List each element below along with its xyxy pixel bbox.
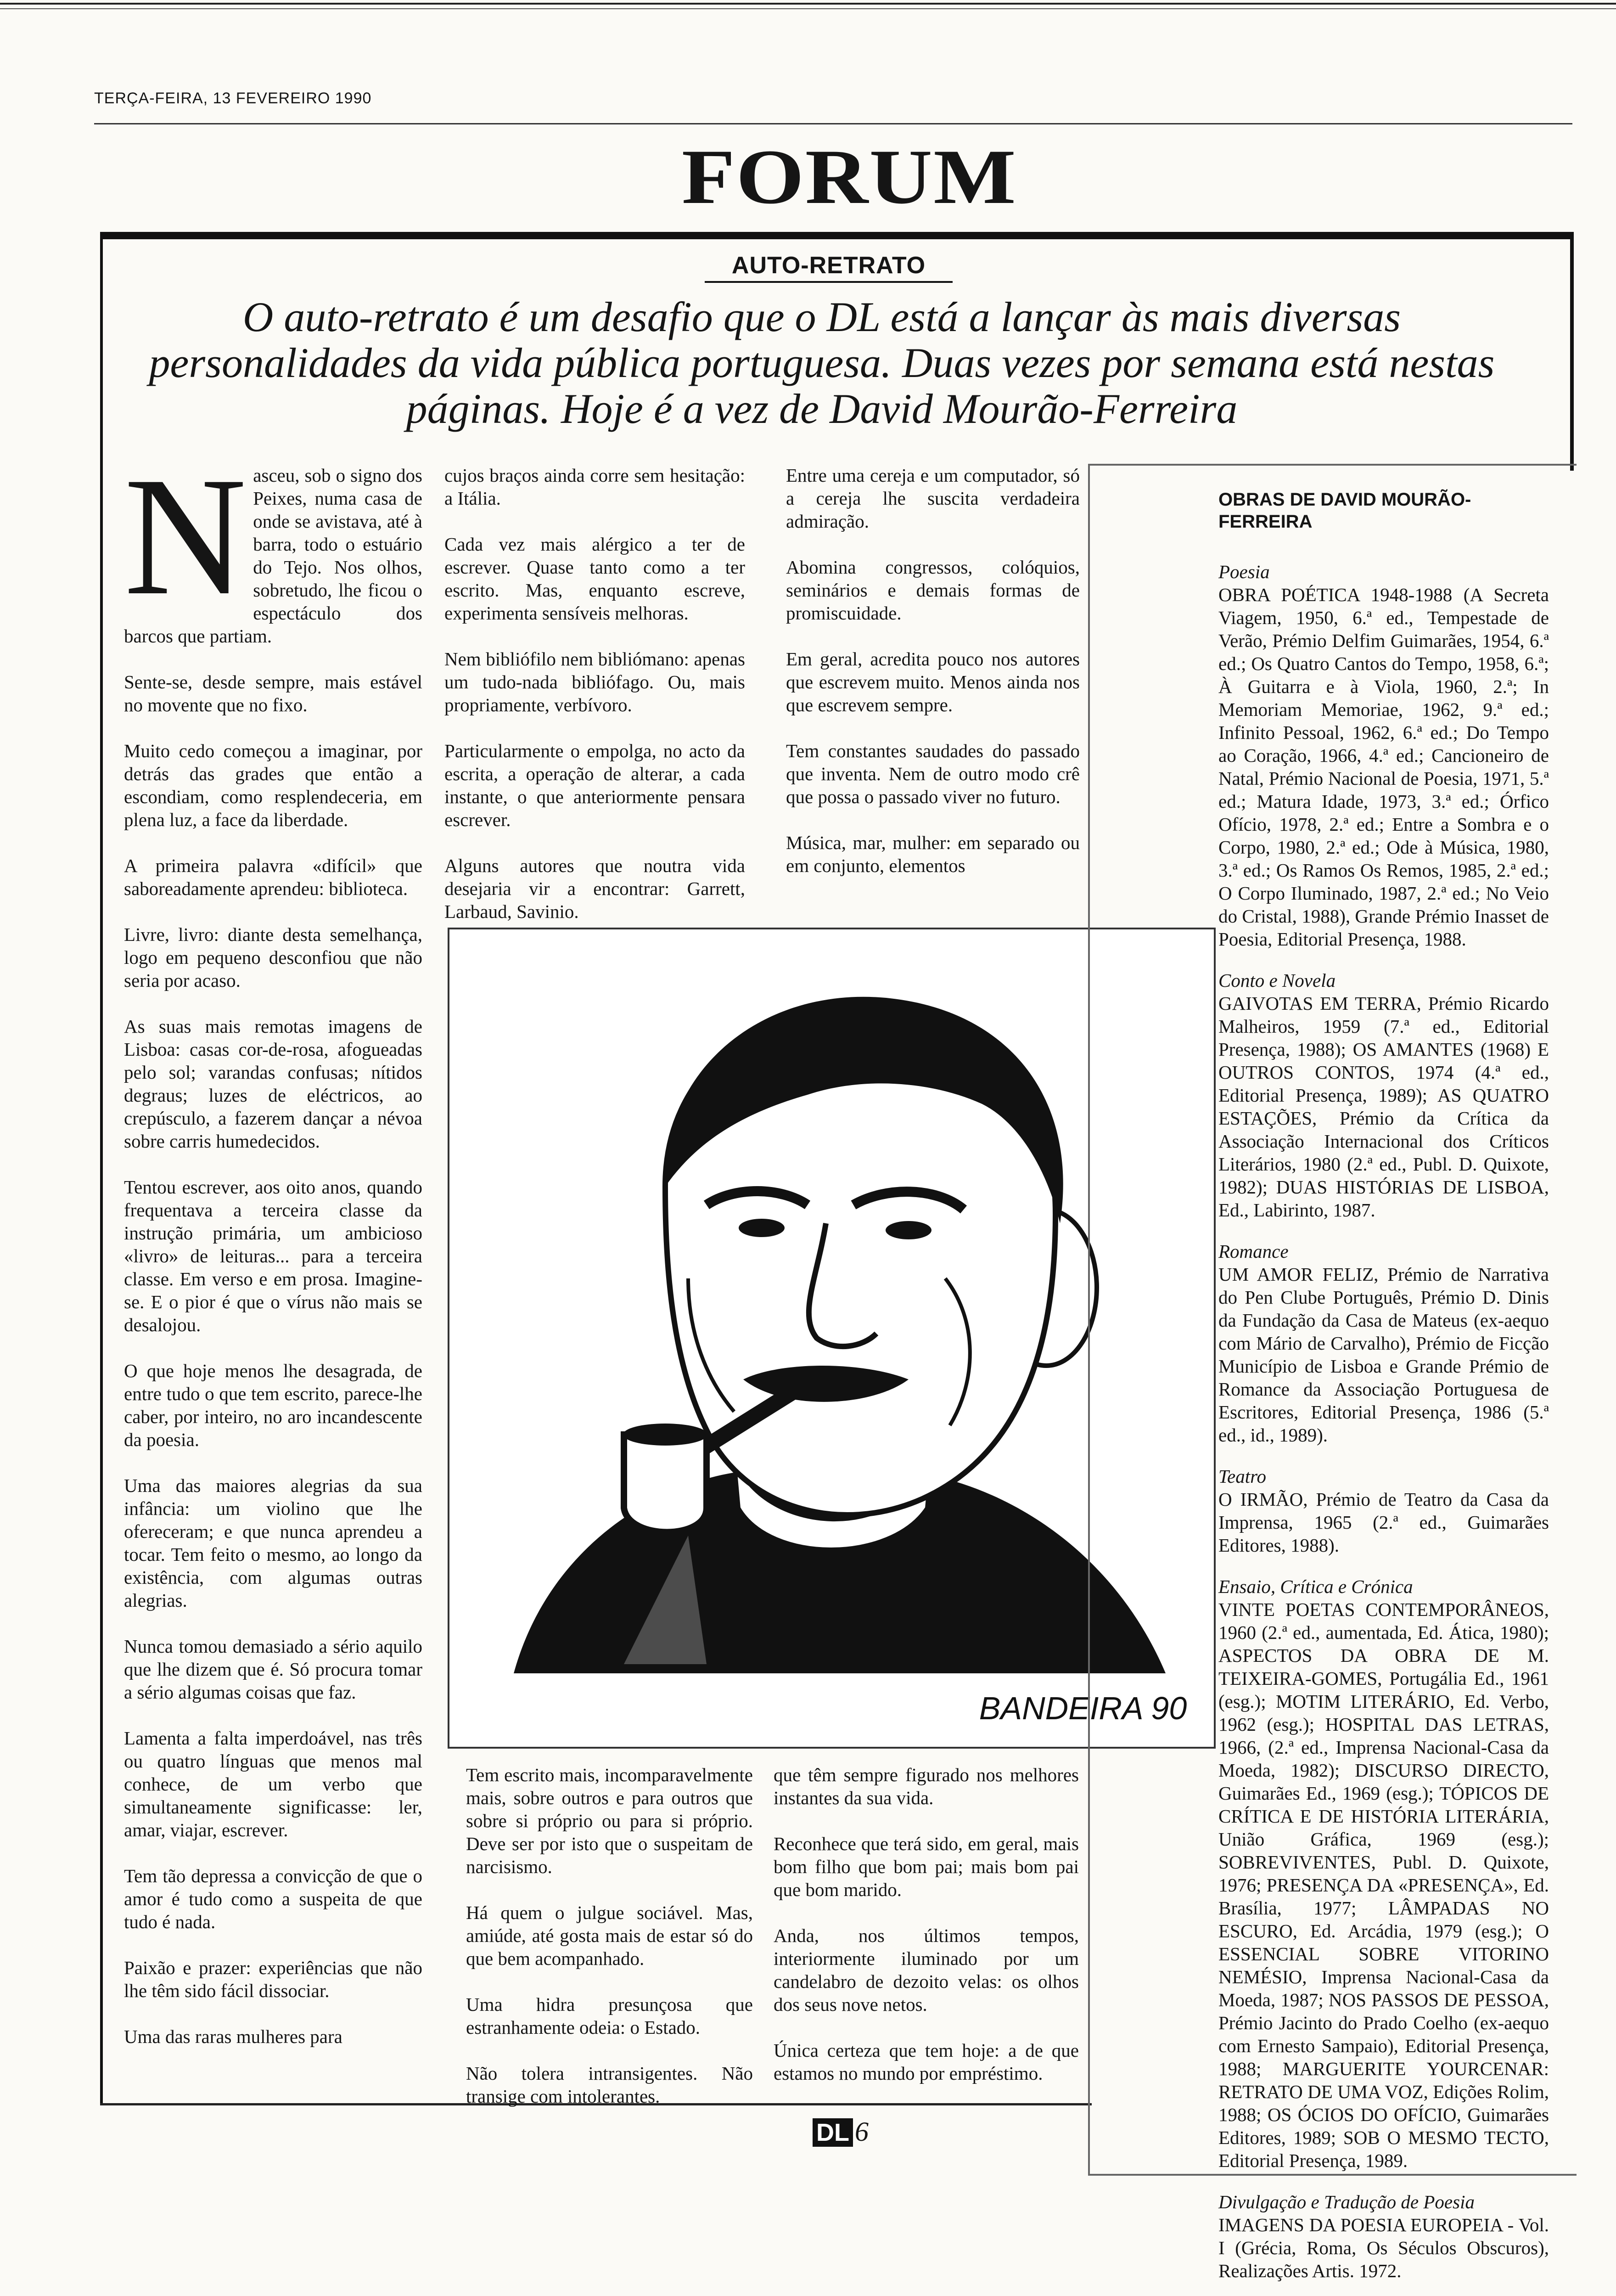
paragraph: Sente-se, desde sempre, mais estável no movente que no fixo. (124, 671, 422, 715)
sidebar-section-ensaio (1218, 1575, 1549, 2172)
paragraph: Particularmente o empolga, no acto da escrita, a operação de alterar, a cada instante, o que anteriormente pensara escrever. (444, 740, 745, 830)
paragraph: Única certeza que tem hoje: a de que estamos no mundo por empréstimo. (774, 2040, 1079, 2084)
sidebar-section-heading: Poesia (1218, 561, 1270, 582)
paragraph: Nem bibliófilo nem bibliómano: apenas um tudo-nada bibliófago. Ou, mais propriamente, verbívoro. (444, 648, 745, 715)
sidebar-section-poesia (1218, 560, 1549, 951)
dateline: TERÇA-FEIRA, 13 FEVEREIRO 1990 (94, 90, 372, 107)
sidebar-section-conto (1218, 969, 1549, 1221)
paragraph: Tem constantes saudades do passado que inventa. Nem de outro modo crê que possa o passado viver no futuro. (786, 740, 1080, 807)
paragraph: Alguns autores que noutra vida desejaria vir a encontrar: Garrett, Larbaud, Savinio. (444, 855, 745, 922)
paragraph: Uma das maiores alegrias da sua infância: um violino que lhe ofereceram; e que nunca aprendeu a tocar. Tem feito o mesmo, ao longo da existência, com algumas outras alegrias. (124, 1475, 422, 1611)
top-border-thin (0, 8, 1616, 9)
sidebar-section-body: UM AMOR FELIZ, Prémio de Narrativa do Pen Clube Português, Prémio D. Dinis da Fundação da Casa de Mateus (ex-aequo com Mário de Carvalho), Prémio de Ficção Município de Lisboa e Grande Prémio de Romance da Associação Portuguesa de Escritores, Editorial Presença, 1986 (5.ª ed., id., 1989). (1218, 1264, 1549, 1446)
sidebar-section-body: IMAGENS DA POESIA EUROPEIA - Vol. I (Grécia, Roma, Os Séculos Obscuros), Realizações Artis. 1972. (1218, 2214, 1549, 2281)
article-standfirst: O auto-retrato é um desafio que o DL está a lançar às mais diversas personalidades da vida pública portuguesa. Duas vezes por semana está nestas páginas. Hoje é a vez de David Mourão-Ferreira (149, 293, 1495, 432)
paragraph: Muito cedo começou a imaginar, por detrás das grades que então a escondiam, como resplendeceria, em plena luz, a face da liberdade. (124, 740, 422, 830)
paragraph: que têm sempre figurado nos melhores instantes da sua vida. (774, 1764, 1079, 1808)
sidebar-section-heading: Divulgação e Tradução de Poesia (1218, 2191, 1475, 2212)
paragraph: cujos braços ainda corre sem hesitação: a Itália. (444, 465, 745, 509)
sidebar-section-heading: Ensaio, Crítica e Crónica (1218, 1576, 1413, 1597)
kicker-underline (705, 281, 953, 283)
box-top-rule (100, 232, 1574, 239)
top-border (0, 3, 1616, 5)
paragraph: As suas mais remotas imagens de Lisboa: casas cor-de-rosa, afogueadas pelo sol; varandas confusas; nítidos degraus; luzes de eléctricos, ao crepúsculo, a fazerem dançar a névoa sobre carris humedecidos. (124, 1016, 422, 1152)
article-kicker: AUTO-RETRATO (731, 252, 926, 279)
paragraph: Lamenta a falta imperdoável, nas três ou quatro línguas que menos mal conhece, de um verbo que simultaneamente significasse: ler, amar, viajar, escrever. (124, 1728, 422, 1840)
drop-cap: N (124, 442, 247, 630)
sidebar-section-romance (1218, 1240, 1549, 1446)
box-right-rule (1570, 232, 1574, 471)
article-column-3 (786, 464, 1080, 900)
section-title: FORUM (681, 134, 1017, 220)
sidebar-title: OBRAS DE DAVID MOURÃO-FERREIRA (1218, 490, 1471, 532)
first-paragraph (124, 442, 422, 647)
dl-logo: DL (813, 2118, 853, 2147)
paragraph: Abomina congressos, colóquios, seminários e demais formas de promiscuidade. (786, 557, 1080, 624)
page-number: 6 (854, 2116, 869, 2147)
sidebar-section-teatro (1218, 1465, 1549, 1557)
article-column-1 (124, 442, 422, 2071)
first-paragraph-text: asceu, sob o signo dos Peixes, numa casa de onde se avistava, até à barra, todo o estuário do Tejo. Nos olhos, sobretudo, lhe ficou o espectáculo dos barcos que partiam. (124, 465, 422, 647)
paragraph: Entre uma cereja e um computador, só a cereja lhe suscita verdadeira admiração. (786, 465, 1080, 532)
sidebar-section-body: GAIVOTAS EM TERRA, Prémio Ricardo Malheiros, 1959 (7.ª ed., Editorial Presença, 1988); OS AMANTES (1968) E OUTROS CONTOS, 1974 (4.ª ed., Editorial Presença, 1989); AS QUATRO ESTAÇÕES, Prémio da Crítica da Associação Internacional dos Críticos Literários, 1980 (2.ª ed., Publ. D. Quixote, 1982); DUAS HISTÓRIAS DE LISBOA, Ed., Labirinto, 1987. (1218, 993, 1549, 1221)
paragraph: Música, mar, mulher: em separado ou em conjunto, elementos (786, 832, 1080, 876)
paragraph: Tentou escrever, aos oito anos, quando frequentava a terceira classe da instrução primária, um ambicioso «livro» de leituras... para a terceira classe. Em verso e em prosa. Imagine-se. E o pior é que o vírus não mais se desalojou. (124, 1176, 422, 1335)
sidebar-section-heading: Conto e Novela (1218, 970, 1336, 991)
paragraph: O que hoje menos lhe desagrada, de entre tudo o que tem escrito, parece-lhe caber, por inteiro, no aro incandescente da poesia. (124, 1360, 422, 1450)
works-sidebar (1088, 464, 1577, 2281)
paragraph: Não tolera intransigentes. Não transige com intolerantes. (466, 2063, 753, 2107)
paragraph: Uma hidra presunçosa que estranhamente odeia: o Estado. (466, 1994, 753, 2038)
article-column-3-lower (774, 1763, 1079, 2108)
illustration-signature: BANDEIRA 90 (979, 1690, 1187, 1726)
paragraph: Cada vez mais alérgico a ter de escrever. Quase tanto como a ter escrito. Mas, enquanto escreve, experimenta sensíveis melhoras. (444, 534, 745, 624)
paragraph: Tem escrito mais, incomparavelmente mais, sobre outros e para outros que sobre si próprio ou para si próprio. Deve ser por isto que o suspeitam de narcisismo. (466, 1764, 753, 1877)
sidebar-section-body: OBRA POÉTICA 1948-1988 (A Secreta Viagem, 1950, 6.ª ed., Tempestade de Verão, Prémio Delfim Guimarães, 1954, 6.ª ed.; Os Quatro Cantos do Tempo, 1958, 6.ª; À Guitarra e à Viola, 1960, 2.ª; In Memoriam Memoriae, 1962, 9.ª ed.; Infinito Pessoal, 1962, 6.ª ed.; Do Tempo ao Coração, 1966, 4.ª ed.; Cancioneiro de Natal, Prémio Nacional de Poesia, 1971, 5.ª ed.; Matura Idade, 1973, 3.ª ed.; Órfico Ofício, 1978, 2.ª ed.; Entre a Sombra e o Corpo, 1980, 2.ª ed.; Ode à Música, 1980, 3.ª ed.; Os Ramos Os Remos, 1985, 2.ª ed.; O Corpo Iluminado, 1987, 2.ª ed.; No Veio do Cristal, 1988), Grande Prémio Inasset de Poesia, Editorial Presença, 1988. (1218, 584, 1549, 950)
page-footer (813, 2116, 869, 2148)
paragraph: Nunca tomou demasiado a sério aquilo que lhe dizem que é. Só procura tomar a sério algumas coisas que faz. (124, 1636, 422, 1703)
article-column-2 (444, 464, 745, 946)
sidebar-section-body: VINTE POETAS CONTEMPORÂNEOS, 1960 (2.ª ed., aumentada, Ed. Ática, 1980); ASPECTOS DA OBRA DE M. TEIXEIRA-GOMES, Portugália Ed., 1961 (esg.); MOTIM LITERÁRIO, Ed. Verbo, 1962 (esg.); HOSPITAL DAS LETRAS, 1966, (2.ª ed., Imprensa Nacional-Casa da Moeda, 1982); DISCURSO DIRECTO, Guimarães Ed., 1969 (esg.); TÓPICOS DE CRÍTICA E DE HISTÓRIA LITERÁRIA, União Gráfica, 1969 (esg.); SOBREVIVENTES, Publ. D. Quixote, 1976; PRESENÇA DA «PRESENÇA», Ed. Brasília, 1977; LÂMPADAS NO ESCURO, Ed. Arcádia, 1979 (esg.); O ESSENCIAL SOBRE VITORINO NEMÉSIO, Imprensa Nacional-Casa da Moeda, 1987; NOS PASSOS DE PESSOA, Prémio Jacinto do Prado Coelho (ex-aequo com Ernesto Sampaio), Editorial Presença, 1988; MARGUERITE YOURCENAR: RETRATO DE UMA VOZ, Edições Rolim, 1988; OS ÓCIOS DO OFÍCIO, Guimarães Editores, 1989; SOB O MESMO TECTO, Editorial Presença, 1989. (1218, 1599, 1549, 2171)
paragraph: Paixão e prazer: experiências que não lhe têm sido fácil dissociar. (124, 1957, 422, 2001)
paragraph: Tem tão depressa a convicção de que o amor é tudo como a suspeita de que tudo é nada. (124, 1865, 422, 1932)
sidebar-section-heading: Romance (1218, 1241, 1289, 1262)
paragraph: Uma das raras mulheres para (124, 2026, 342, 2047)
paragraph: Em geral, acredita pouco nos autores que escrevem muito. Menos ainda nos que escrevem sempre. (786, 648, 1080, 715)
header-rule (94, 123, 1572, 124)
paragraph: Anda, nos últimos tempos, interiormente iluminado por um candelabro de dezoito velas: os olhos dos seus nove netos. (774, 1925, 1079, 2015)
box-left-rule (100, 232, 103, 2105)
sidebar-section-body: O IRMÃO, Prémio de Teatro da Casa da Imprensa, 1965 (2.ª ed., Guimarães Editores, 1988). (1218, 1489, 1549, 1556)
paragraph: Reconhece que terá sido, em geral, mais bom filho que bom pai; mais bom pai que bom marido. (774, 1833, 1079, 1900)
sidebar-section-heading: Teatro (1218, 1466, 1267, 1487)
paragraph: Livre, livro: diante desta semelhança, logo em pequeno desconfiou que não seria por acaso. (124, 924, 422, 991)
paragraph: A primeira palavra «difícil» que saboreadamente aprendeu: biblioteca. (124, 855, 422, 899)
paragraph: Há quem o julgue sociável. Mas, amiúde, até gosta mais de estar só do que bem acompanhado. (466, 1902, 753, 1969)
sidebar-content (1218, 489, 1549, 2296)
sidebar-section-divulgacao (1218, 2190, 1549, 2282)
article-column-2-lower (466, 1763, 753, 2131)
